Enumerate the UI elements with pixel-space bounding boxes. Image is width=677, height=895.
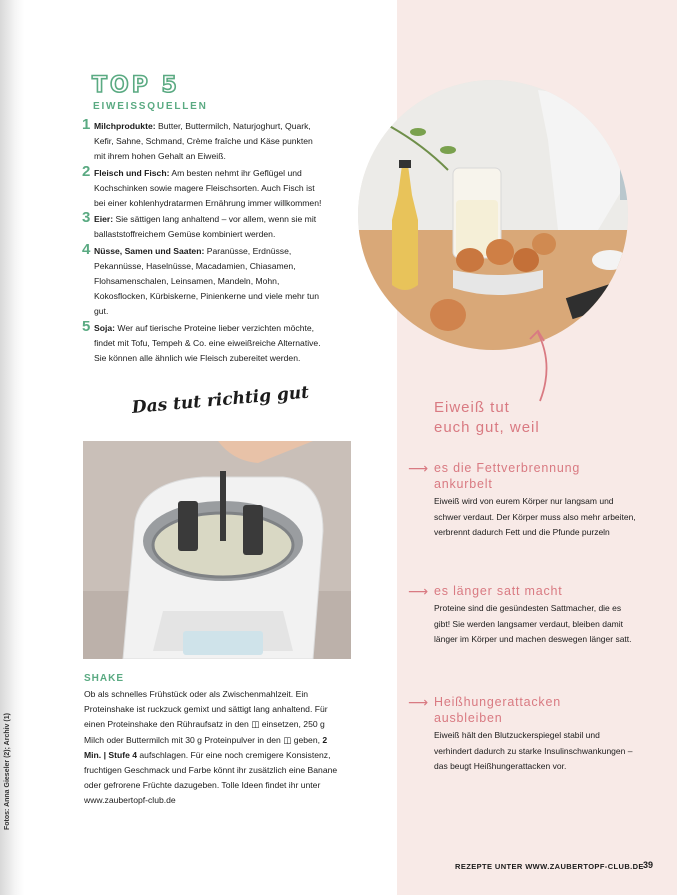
reason-title <box>434 460 638 492</box>
list-item-text: Paranüsse, Erdnüsse, Pekannüsse, Haselnüsse, Macadamien, Chiasamen, Flohsamenschalen, Leinsamen, Mandeln, Mohn, Kokosflocken, Kürbiskerne, Pinienkerne und viele mehr tun gut. <box>94 245 319 317</box>
shake-text-setting: 2 Min. | Stufe 4 <box>84 734 328 760</box>
reason-block <box>408 460 638 541</box>
intro-line: Eiweiß tut <box>434 399 510 416</box>
reason-text: Proteine sind die gesündesten Sattmacher, die es gibt! Sie werden langsamer verdaut, bleiben damit länger im Körper und machen deswegen länger satt. <box>434 603 632 645</box>
list-number: 5 <box>82 317 91 335</box>
mixing-bowl-icon: ◫ <box>251 719 260 730</box>
list-item <box>82 240 322 320</box>
list-item-text: Wer auf tierische Proteine lieber verzichten möchte, findet mit Tofu, Tempeh & Co. eine eiweißreiche Alternative. Sie können alle ähnlich wie Fleisch zubereitet werden. <box>94 322 321 364</box>
list-item-label: Milchprodukte: <box>94 121 156 131</box>
reason-text: Eiweiß hält den Blutzuckerspiegel stabil und verhindert dadurch zu starke Insulinschwankungen – das beugt Heißhungerattacken vor. <box>434 730 633 772</box>
list-item <box>82 317 322 367</box>
list-item-text: Am besten nehmt ihr Geflügel und Kochschinken sowie magere Fleischsorten. Auch Fisch ist bei einer kohlenhydratarmen Ernährung immer willkommen! <box>94 167 322 209</box>
photo-credit: Fotos: Anna Gieseler (2); Archiv (1) <box>4 713 11 830</box>
page-number: 39 <box>643 860 654 870</box>
list-number: 4 <box>82 240 91 258</box>
mixing-bowl-icon: ◫ <box>283 734 292 745</box>
footer-link-text: REZEPTE UNTER WWW.ZAUBERTOPF-CLUB.DE <box>455 862 644 871</box>
top5-list <box>82 116 322 367</box>
curved-arrow-icon <box>520 325 560 405</box>
list-item-text: Sie sättigen lang anhaltend – vor allem, wenn sie mit ballaststoffreichem Gemüse kombiniert werden. <box>94 214 317 240</box>
reason-title-line: ausbleiben <box>434 711 503 725</box>
list-item-label: Fleisch und Fisch: <box>94 167 170 178</box>
list-number: 3 <box>82 209 91 227</box>
shake-text-part: geben, <box>291 734 323 745</box>
top5-subtitle: EIWEISSQUELLEN <box>93 101 208 112</box>
intro-line: euch gut, weil <box>434 419 540 436</box>
shake-title: SHAKE <box>84 673 125 684</box>
reason-title: es länger satt macht <box>434 584 563 598</box>
list-number: 2 <box>82 162 91 180</box>
list-item <box>82 162 322 212</box>
shake-text-part: Ob als schnelles Frühstück oder als Zwischenmahlzeit. Ein Proteinshake ist ruckzuck gemixt und sättigt lang anhaltend. Für einen Proteinshake den Rühraufsatz in den <box>84 689 328 730</box>
list-item-label: Soja: <box>94 322 116 333</box>
list-item-label: Nüsse, Samen und Saaten: <box>94 245 205 256</box>
arrow-right-icon: ⟶ <box>408 694 429 710</box>
shake-text-part: aufschlagen. Für eine noch cremigere Konsistenz, fruchtigen Geschmack und Farbe könnt ihr zusätzlich eine Banane oder gefrorene Früchte dazugeben. Tolle Ideen findet ihr unter www.zaubertopf-club.de <box>84 749 338 806</box>
reason-block <box>408 694 638 775</box>
ingredients-photo <box>358 80 628 350</box>
reasons-intro <box>434 398 540 438</box>
list-item-label: Eier: <box>94 214 114 225</box>
mixer-photo <box>83 441 351 659</box>
reason-title-line: ankurbelt <box>434 477 493 491</box>
reason-text: Eiweiß wird von eurem Körper nur langsam und schwer verdaut. Der Körper muss also mehr arbeiten, verbrennt dadurch Fett und die Pfunde purzeln <box>434 496 636 538</box>
list-item <box>82 116 322 165</box>
list-item <box>82 209 322 242</box>
reason-title-line: Heißhungerattacken <box>434 695 561 709</box>
reason-title <box>434 694 638 726</box>
reason-block <box>408 583 638 648</box>
handwritten-heading: Das tut richtig gut <box>131 382 310 418</box>
mixer-illustration <box>83 441 351 659</box>
ingredients-illustration <box>358 80 628 350</box>
shake-text <box>84 687 346 809</box>
reason-title-line: es die Fettverbrennung <box>434 461 581 475</box>
list-number: 1 <box>82 116 91 133</box>
arrow-right-icon: ⟶ <box>408 460 429 476</box>
top5-title: TOP 5 <box>92 73 180 98</box>
arrow-right-icon: ⟶ <box>408 583 429 599</box>
list-item-text: Butter, Buttermilch, Naturjoghurt, Quark, Kefir, Sahne, Schmand, Crème fraîche und Käse punkten mit ihrem hohen Gehalt an Eiweiß. <box>94 121 313 162</box>
shake-text-part: einsetzen, 250 g Milch oder Buttermilch mit 30 g Proteinpulver in den <box>84 719 325 745</box>
